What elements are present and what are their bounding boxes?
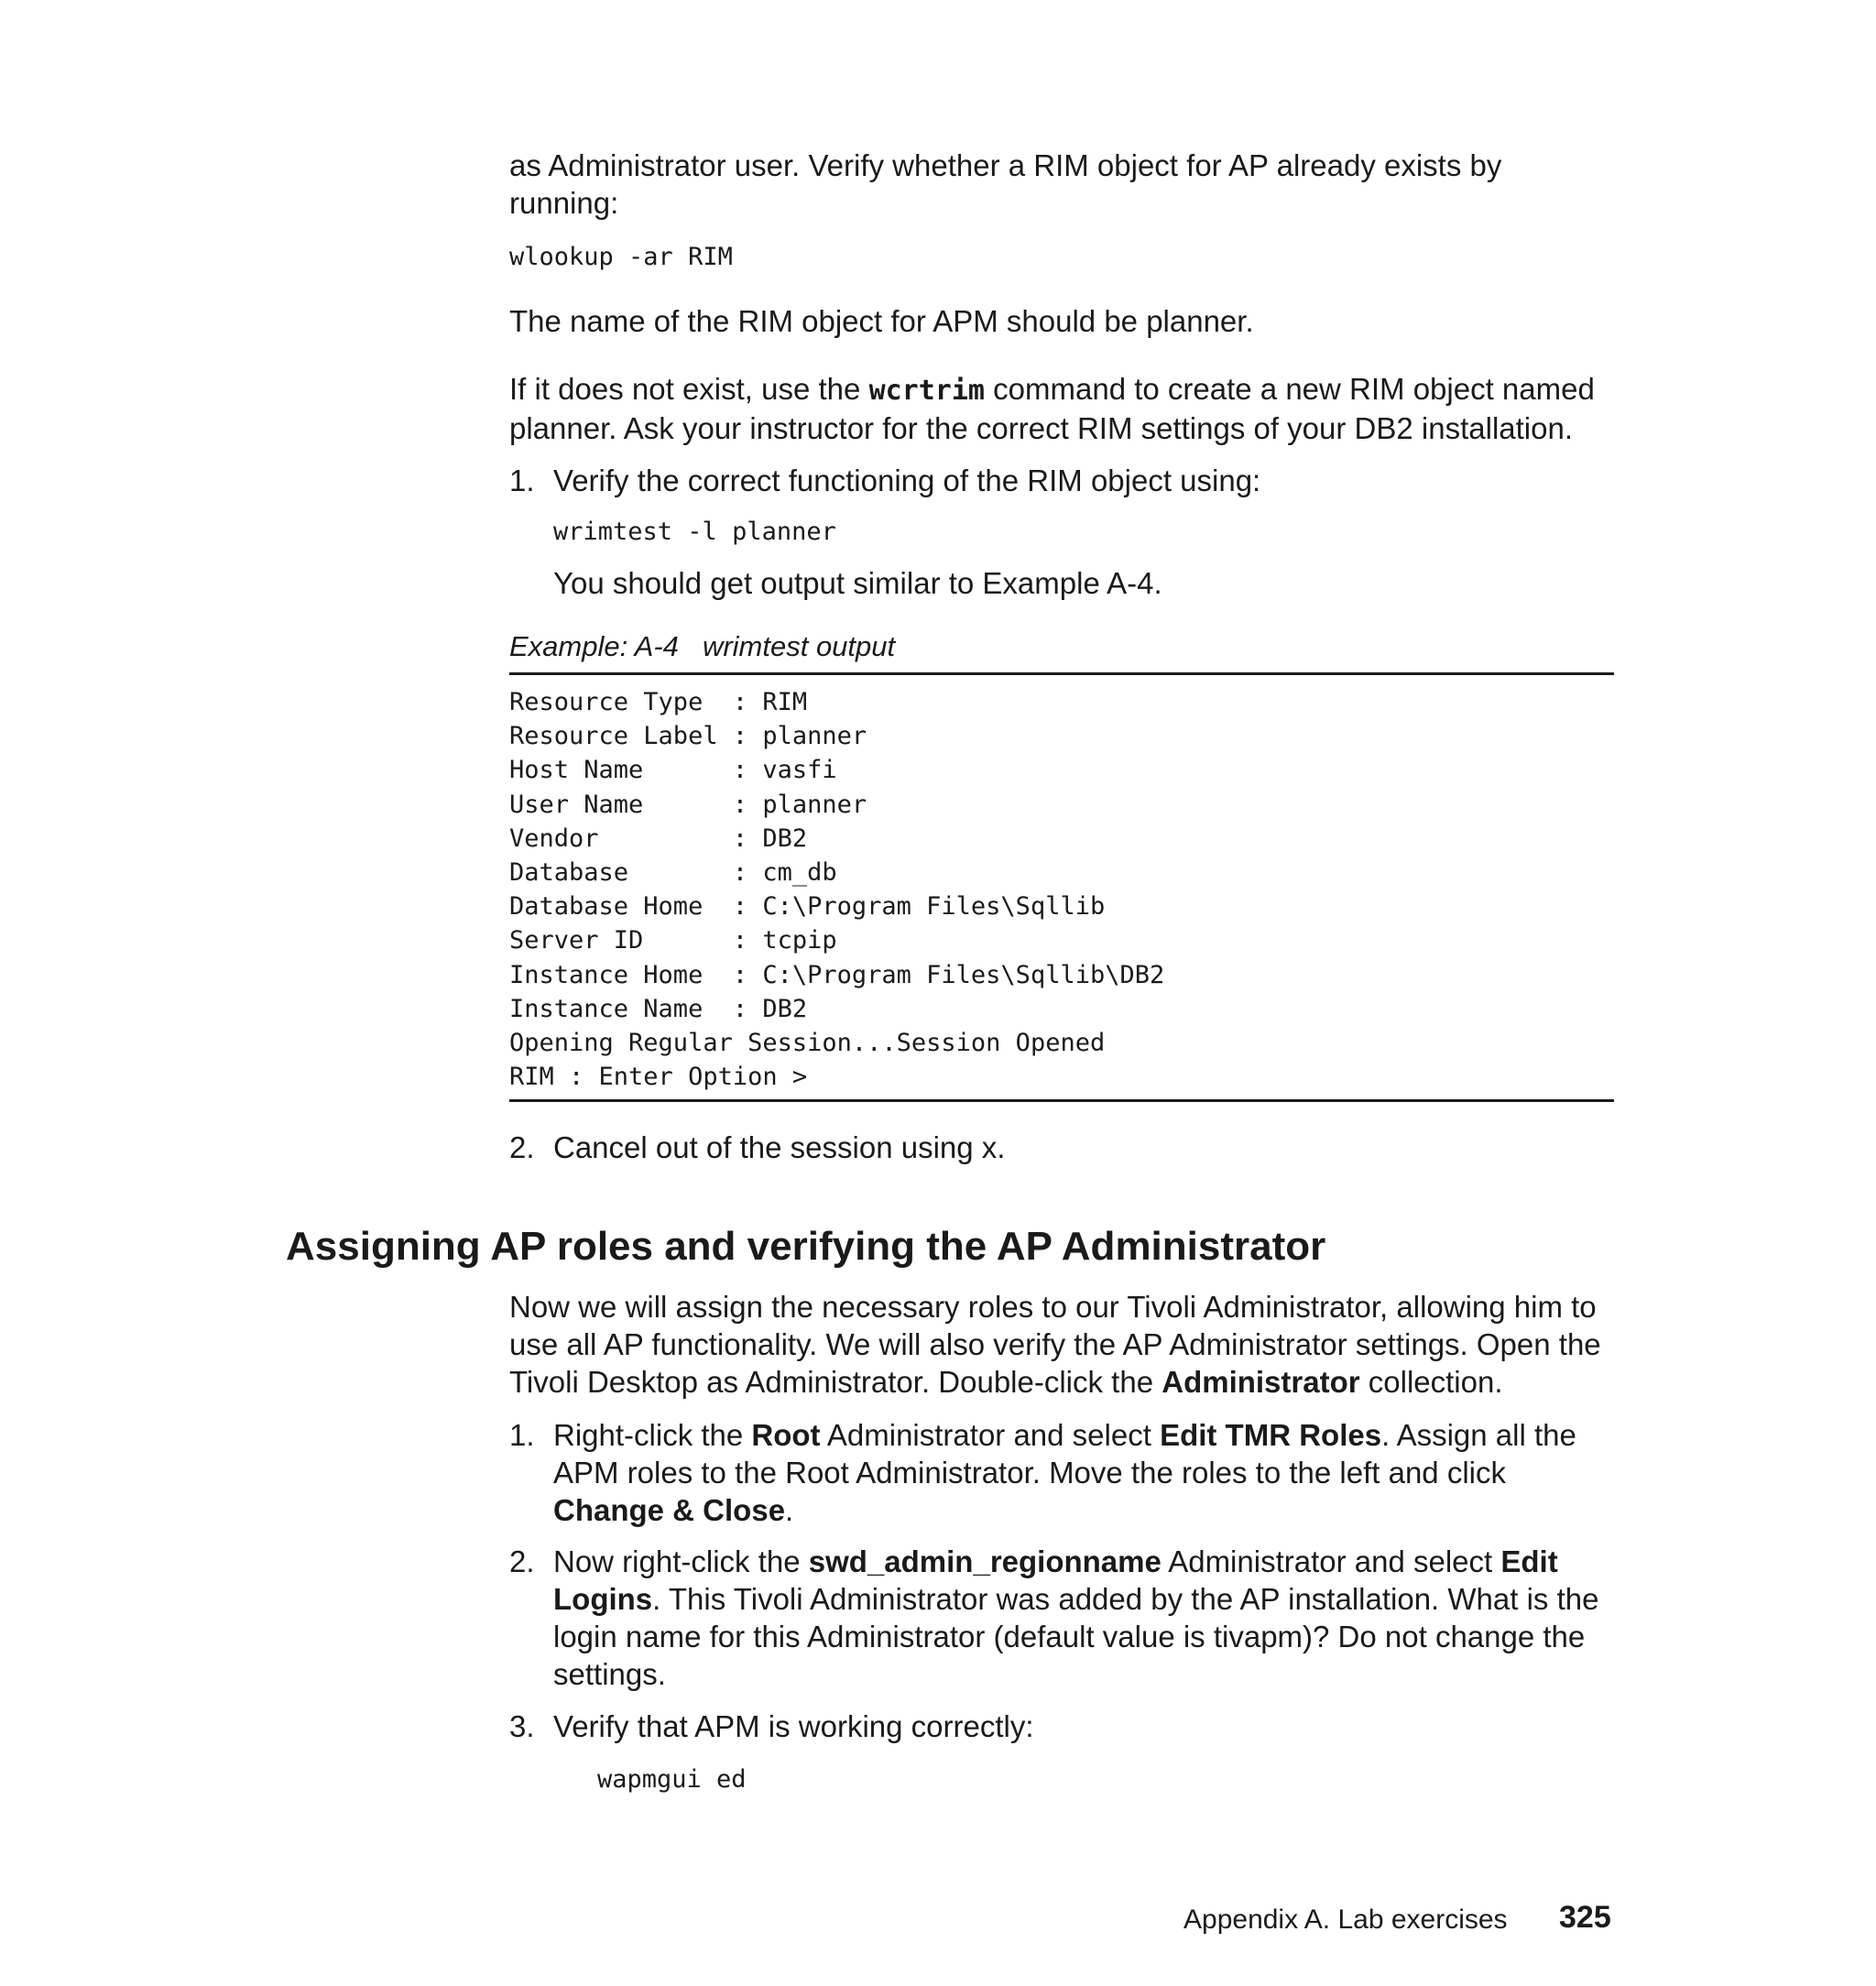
command-wlookup: wlookup -ar RIM: [509, 243, 733, 271]
step-a1-text: Verify the correct functioning of the RIM object using:: [553, 464, 1261, 497]
section-intro-pre: Now we will assign the necessary roles to our Tivoli Administrator, allowing him to use all AP functionality. We will also verify the AP Administrator settings. Open the Tivoli Desktop as Administrator. Double-click the: [509, 1290, 1601, 1399]
section-intro-paragraph: [509, 1288, 1609, 1401]
step-b1-t3: . Assign all the APM roles to the Root Administrator. Move the roles to the left and click: [553, 1418, 1576, 1490]
step-b1-root: Root: [751, 1418, 821, 1452]
wcrtrim-command: wcrtrim: [868, 375, 985, 407]
step-b2-number: 2.: [509, 1544, 535, 1578]
step-a2-text: Cancel out of the session using x.: [553, 1130, 1006, 1164]
wcrtrim-paragraph: [509, 370, 1609, 447]
step-b1-edit-tmr-roles: Edit TMR Roles: [1160, 1418, 1382, 1452]
step-b1-number: 1.: [509, 1418, 535, 1452]
step-b1-t4: .: [785, 1493, 794, 1527]
step-a1-number: 1.: [509, 464, 535, 497]
section-intro-post: collection.: [1359, 1365, 1503, 1399]
intro-paragraph: as Administrator user. Verify whether a RIM object for AP already exists by running:: [509, 148, 1502, 220]
example-line: Vendor : DB2: [509, 824, 808, 853]
step-a1-after: You should get output similar to Example A-4.: [553, 566, 1162, 600]
step-b1-text: [553, 1416, 1616, 1529]
command-wrimtest: wrimtest -l planner: [553, 518, 836, 546]
step-b2-edit-logins: Edit Logins: [553, 1544, 1558, 1616]
page-number: 325: [1559, 1900, 1611, 1935]
step-b1-change-close: Change & Close: [553, 1493, 786, 1527]
rim-name-paragraph: The name of the RIM object for APM should be planner.: [509, 304, 1254, 338]
example-caption: [509, 628, 895, 665]
example-line: User Name : planner: [509, 790, 867, 819]
wcrtrim-pre-text: If it does not exist, use the: [509, 372, 869, 406]
step-b2-swd-admin: swd_admin_regionname: [808, 1544, 1162, 1578]
example-label: Example: A-4: [509, 630, 679, 662]
section-intro-bold: Administrator: [1162, 1365, 1360, 1399]
example-top-rule: [509, 672, 1614, 675]
step-b3-text: Verify that APM is working correctly:: [553, 1709, 1034, 1743]
example-title: wrimtest output: [702, 630, 896, 662]
example-output-block: [509, 685, 1164, 1094]
footer-section-title: Appendix A. Lab exercises: [1183, 1904, 1508, 1935]
step-b2-t3: . This Tivoli Administrator was added by the AP installation. What is the login name for this Administrator (default value is tivapm)? Do not change the settings.: [553, 1582, 1599, 1691]
step-b2-text: [553, 1543, 1616, 1693]
step-b1-t2: Administrator and select: [820, 1418, 1161, 1452]
example-line: Instance Name : DB2: [509, 994, 808, 1023]
example-line: Database Home : C:\Program Files\Sqllib: [509, 892, 1106, 922]
step-b2-t2: Administrator and select: [1161, 1544, 1501, 1578]
section-heading: Assigning AP roles and verifying the AP Administrator: [286, 1224, 1326, 1269]
step-a2-number: 2.: [509, 1130, 535, 1164]
step-b1-t1: Right-click the: [553, 1418, 752, 1452]
example-line: Host Name : vasfi: [509, 756, 837, 785]
example-line: Resource Label : planner: [509, 722, 867, 751]
example-line: Server ID : tcpip: [509, 926, 837, 955]
example-line: Database : cm_db: [509, 858, 837, 888]
example-line: Opening Regular Session...Session Opened: [509, 1029, 1106, 1058]
example-line: Instance Home : C:\Program Files\Sqllib\DB2: [509, 960, 1165, 989]
step-b2-t1: Now right-click the: [553, 1544, 809, 1578]
command-wapmgui: wapmgui ed: [597, 1765, 747, 1794]
step-b3-number: 3.: [509, 1709, 535, 1743]
example-line: Resource Type : RIM: [509, 688, 808, 716]
wcrtrim-post-text: command to create a new RIM object named planner. Ask your instructor for the correct RIM settings of your DB2 installation.: [509, 372, 1595, 445]
example-bottom-rule: [509, 1099, 1614, 1102]
example-line: RIM : Enter Option >: [509, 1063, 808, 1092]
